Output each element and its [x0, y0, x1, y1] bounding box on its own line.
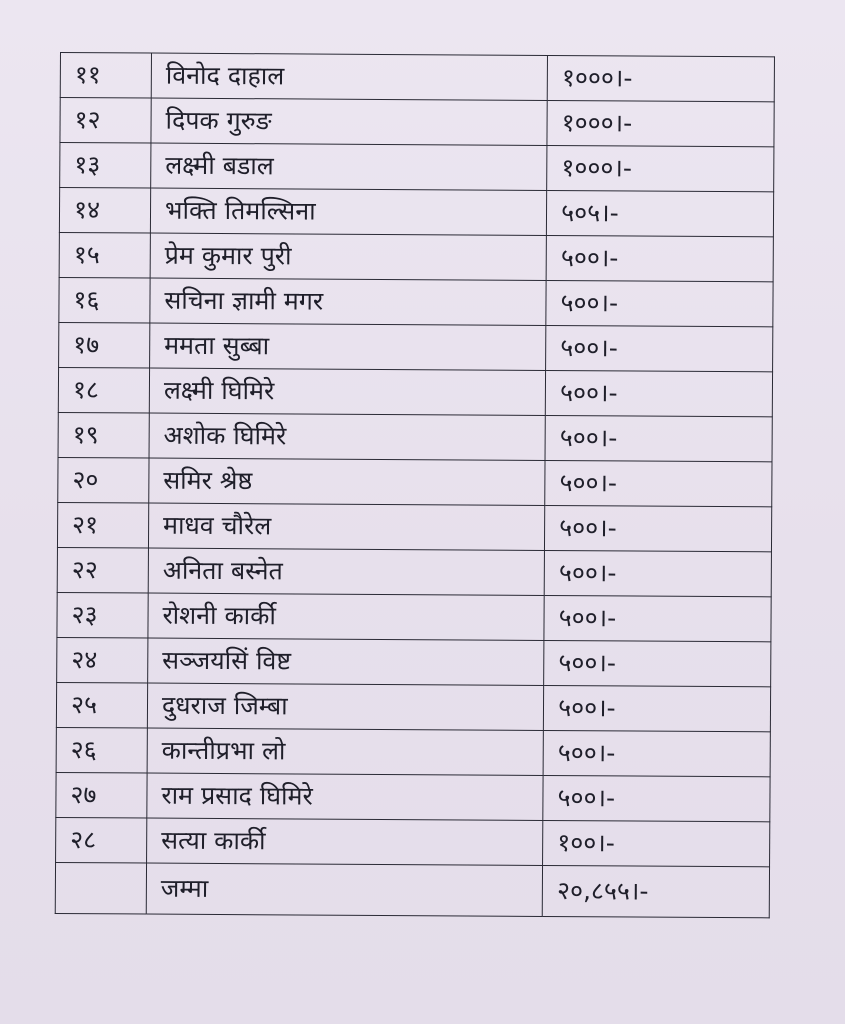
total-row: [55, 862, 769, 917]
table-row: [59, 322, 773, 371]
amount-cell: ५००।-: [545, 505, 772, 551]
table-body: [56, 53, 775, 867]
donation-table: [55, 52, 775, 918]
amount-cell: १००।-: [543, 820, 770, 866]
amount-cell: ५००।-: [546, 280, 773, 326]
serial-number-cell: २३: [57, 592, 148, 638]
amount-cell: ५००।-: [545, 370, 772, 416]
serial-number-cell: १४: [59, 188, 150, 234]
amount-cell: ५००।-: [545, 415, 772, 461]
donor-name-cell: कान्तीप्रभा लो: [147, 728, 543, 775]
serial-number-cell: २५: [56, 682, 147, 728]
table-row: [59, 232, 773, 281]
table-row: [57, 502, 771, 551]
donor-name-cell: अनिता बस्नेत: [148, 548, 544, 595]
serial-number-cell: १३: [60, 143, 151, 189]
amount-cell: ५००।-: [544, 550, 771, 596]
serial-number-cell: १२: [60, 98, 151, 144]
table-row: [58, 412, 772, 461]
donor-name-cell: लक्ष्मी घिमिरे: [149, 368, 545, 415]
donor-name-cell: सचिना ज्ञामी मगर: [150, 278, 546, 325]
donor-name-cell: भक्ति तिमल्सिना: [150, 188, 546, 235]
serial-number-cell: १५: [59, 232, 150, 278]
table-row: [57, 637, 771, 686]
amount-cell: ५००।-: [544, 640, 771, 686]
amount-cell: ५००।-: [544, 595, 771, 641]
serial-number-cell: २४: [57, 637, 148, 683]
serial-number-cell: २२: [57, 547, 148, 593]
amount-cell: ५००।-: [543, 685, 770, 731]
amount-cell: १०००।-: [547, 145, 774, 191]
amount-cell: ५००।-: [545, 460, 772, 506]
donor-name-cell: समिर श्रेष्ठ: [149, 458, 545, 505]
table-row: [59, 188, 773, 237]
donor-name-cell: अशोक घिमिरे: [149, 413, 545, 460]
table-row: [58, 457, 772, 506]
serial-number-cell: २०: [58, 457, 149, 503]
donor-name-cell: रोशनी कार्की: [148, 593, 544, 640]
donor-name-cell: सञ्जयसिं विष्ट: [148, 638, 544, 685]
donor-name-cell: दुधराज जिम्बा: [147, 683, 543, 730]
donor-name-cell: ममता सुब्बा: [150, 323, 546, 370]
table-row: [57, 592, 771, 641]
serial-number-cell: ११: [60, 53, 151, 99]
table-row: [59, 277, 773, 326]
table-row: [56, 727, 770, 776]
table-row: [57, 547, 771, 596]
amount-cell: ५००।-: [543, 730, 770, 776]
total-label-cell: जम्मा: [146, 863, 542, 916]
donor-name-cell: प्रेम कुमार पुरी: [150, 233, 546, 280]
amount-cell: ५००।-: [543, 775, 770, 821]
donor-name-cell: लक्ष्मी बडाल: [151, 143, 547, 190]
serial-number-cell: २८: [56, 817, 147, 863]
total-amount-cell: २०,८५५।-: [542, 865, 769, 917]
total-sn-cell: [55, 862, 146, 914]
amount-cell: १०००।-: [547, 100, 774, 146]
table-row: [60, 53, 774, 102]
table-row: [56, 772, 770, 821]
donor-name-cell: दिपक गुरुङ: [151, 98, 547, 145]
amount-cell: ५००।-: [546, 325, 773, 371]
amount-cell: ५०५।-: [547, 190, 774, 236]
serial-number-cell: २७: [56, 772, 147, 818]
amount-cell: १०००।-: [547, 55, 774, 101]
serial-number-cell: १७: [59, 322, 150, 368]
table-row: [56, 682, 770, 731]
table-row: [58, 367, 772, 416]
serial-number-cell: २१: [57, 502, 148, 548]
donor-name-cell: माधव चौरेल: [148, 503, 544, 550]
serial-number-cell: १८: [58, 367, 149, 413]
serial-number-cell: १९: [58, 412, 149, 458]
donor-name-cell: विनोद दाहाल: [151, 53, 547, 100]
table-row: [60, 98, 774, 147]
table-row: [56, 817, 770, 866]
serial-number-cell: १६: [59, 277, 150, 323]
donor-name-cell: राम प्रसाद घिमिरे: [147, 773, 543, 820]
table-row: [60, 143, 774, 192]
serial-number-cell: २६: [56, 727, 147, 773]
donor-name-cell: सत्या कार्की: [146, 818, 542, 865]
amount-cell: ५००।-: [546, 235, 773, 281]
